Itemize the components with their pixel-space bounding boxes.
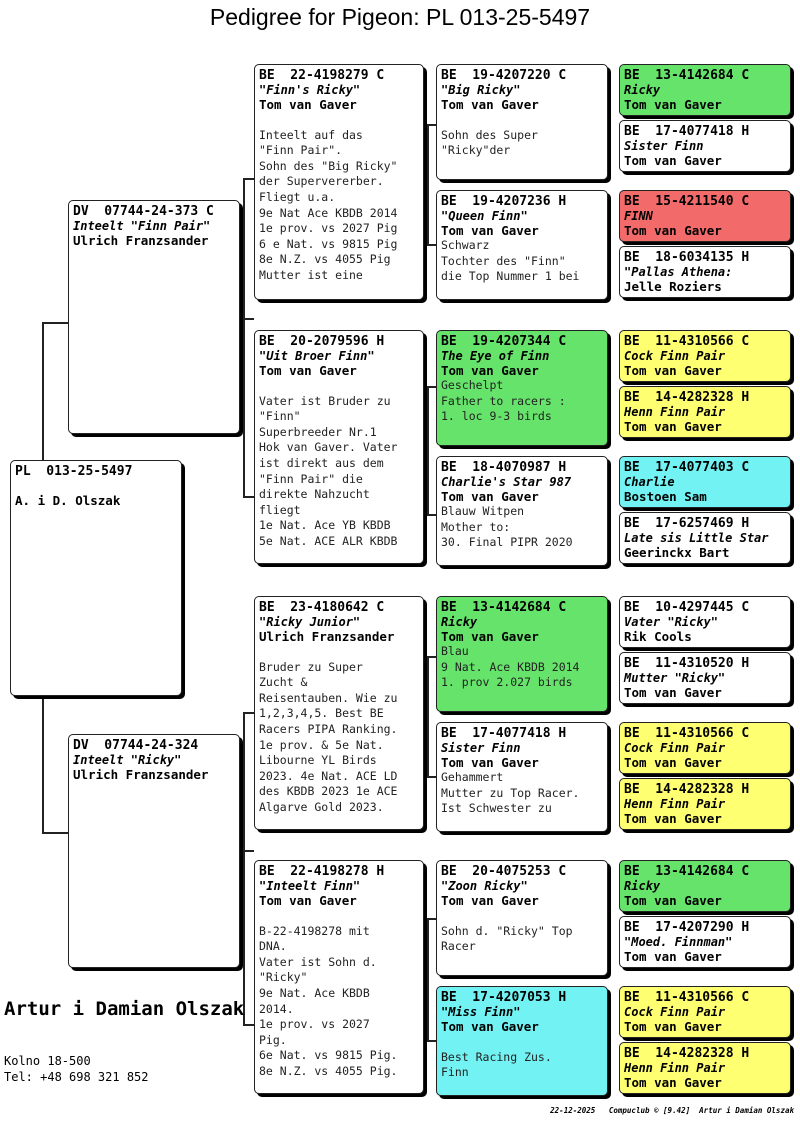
pigeon-owner: Tom van Gaver — [624, 755, 722, 770]
ring-number: BE 19-4207236 H — [441, 194, 567, 209]
pigeon-card-gen4[interactable] — [619, 860, 791, 912]
pigeon-name: "Zoon Ricky" — [441, 879, 528, 893]
ring-number: BE 13-4142684 C — [624, 68, 750, 83]
pigeon-notes: Best Racing Zus. Finn — [441, 1049, 552, 1080]
pigeon-owner: Tom van Gaver — [624, 223, 722, 238]
connector-line — [427, 776, 436, 778]
ring-number: BE 22-4198278 H — [259, 864, 385, 879]
pigeon-card-gen3[interactable] — [436, 330, 608, 446]
pigeon-owner: A. i D. Olszak — [15, 493, 121, 508]
breeder-name: Artur i Damian Olszak — [4, 998, 245, 1020]
pigeon-card-gen3[interactable] — [436, 456, 608, 566]
connector-line — [243, 178, 254, 180]
connector-line — [243, 496, 254, 498]
connector-line — [427, 514, 436, 516]
pigeon-name: Vater "Ricky" — [624, 615, 718, 629]
ring-number: BE 17-6257469 H — [624, 516, 750, 531]
pigeon-owner: Tom van Gaver — [624, 153, 722, 168]
pigeon-notes: Gehammert Mutter zu Top Racer. Ist Schwester zu — [441, 770, 580, 816]
ring-number: BE 14-4282328 H — [624, 1046, 750, 1061]
ring-number: BE 11-4310566 C — [624, 990, 750, 1005]
pigeon-card-gen4[interactable] — [619, 456, 791, 508]
pigeon-name: Henn Finn Pair — [624, 1061, 726, 1075]
pigeon-card-gen2[interactable] — [254, 330, 424, 564]
pigeon-card-gen3[interactable] — [436, 986, 608, 1096]
pigeon-owner: Rik Cools — [624, 629, 692, 644]
pigeon-name: "Pallas Athena: — [624, 265, 733, 279]
pigeon-notes: Sohn des Super "Ricky"der — [441, 127, 538, 158]
pigeon-name: Inteelt "Ricky" — [73, 753, 182, 767]
pigeon-card-gen4[interactable] — [619, 596, 791, 648]
pigeon-name: "Queen Finn" — [441, 209, 528, 223]
pigeon-name: Ricky — [441, 615, 478, 629]
ring-number: DV 07744-24-373 C — [73, 204, 214, 219]
pigeon-owner: Tom van Gaver — [624, 419, 722, 434]
ring-number: BE 13-4142684 C — [624, 864, 750, 879]
connector-line — [427, 656, 436, 658]
ring-number: BE 18-4070987 H — [441, 460, 567, 475]
ring-number: BE 17-4077403 C — [624, 460, 750, 475]
pigeon-name: Mutter "Ricky" — [624, 671, 726, 685]
connector-line — [243, 1024, 254, 1026]
pigeon-card-gen4[interactable] — [619, 190, 791, 242]
pigeon-name: Henn Finn Pair — [624, 405, 726, 419]
ring-number: BE 14-4282328 H — [624, 390, 750, 405]
ring-number: BE 19-4207220 C — [441, 68, 567, 83]
connector-line — [427, 386, 429, 514]
connector-line — [42, 698, 44, 832]
connector-line — [243, 318, 254, 320]
pigeon-card-subject[interactable] — [10, 460, 182, 696]
pigeon-name: Henn Finn Pair — [624, 797, 726, 811]
pigeon-name: "Finn's Ricky" — [259, 83, 361, 97]
pigeon-notes: Sohn d. "Ricky" Top Racer — [441, 923, 573, 954]
pigeon-owner: Tom van Gaver — [624, 1019, 722, 1034]
pigeon-notes: Bruder zu Super Zucht & Reisentauben. Wie zu 1,2,3,4,5. Best BE Racers PIPA Ranking. 1e prov. & 5e Nat. Libourne YL Birds 2023. 4e Nat. ACE LD des KBDB 2023 1e ACE Algarve Gold 2023. — [259, 659, 398, 814]
breeder-contact — [4, 1054, 149, 1085]
pigeon-owner: Tom van Gaver — [441, 489, 539, 504]
connector-line — [243, 178, 245, 496]
pigeon-notes: Vater ist Bruder zu "Finn" Superbreeder Nr.1 Hok van Gaver. Vater ist direkt aus dem "Finn Pair" die direkte Nahzucht fliegt 1e Nat. Ace YB KBDB 5e Nat. ACE ALR KBDB — [259, 393, 398, 548]
pigeon-name: "Inteelt Finn" — [259, 879, 361, 893]
pigeon-owner: Ulrich Franzsander — [73, 233, 209, 248]
pigeon-owner: Tom van Gaver — [259, 893, 357, 908]
ring-number: BE 11-4310566 C — [624, 334, 750, 349]
pigeon-name: "Moed. Finnman" — [624, 935, 733, 949]
pigeon-name — [15, 479, 177, 493]
pigeon-owner: Bostoen Sam — [624, 489, 707, 504]
pigeon-owner: Tom van Gaver — [441, 629, 539, 644]
pigeon-card-gen4[interactable] — [619, 386, 791, 438]
breeder-address: Kolno 18-500 — [4, 1054, 91, 1068]
pigeon-owner: Tom van Gaver — [624, 97, 722, 112]
ring-number: BE 19-4207344 C — [441, 334, 567, 349]
pigeon-card-gen4[interactable] — [619, 512, 791, 564]
pigeon-owner: Tom van Gaver — [441, 893, 539, 908]
pigeon-card-gen4[interactable] — [619, 1042, 791, 1094]
pigeon-name: Ricky — [624, 83, 661, 97]
ring-number: BE 20-2079596 H — [259, 334, 385, 349]
pigeon-notes: Blauw Witpen Mother to: 30. Final PIPR 2020 — [441, 504, 573, 550]
ring-number: BE 22-4198279 C — [259, 68, 385, 83]
connector-line — [243, 850, 254, 852]
pigeon-card-gen4[interactable] — [619, 330, 791, 382]
pigeon-owner: Tom van Gaver — [624, 363, 722, 378]
pigeon-name: Ricky — [624, 879, 661, 893]
pigeon-card-gen4[interactable] — [619, 64, 791, 116]
pigeon-card-gen4[interactable] — [619, 986, 791, 1038]
pigeon-notes: Schwarz Tochter des "Finn" die Top Nummer 1 bei — [441, 238, 580, 284]
connector-line — [427, 124, 436, 126]
footer-credits: 22-12-2025 Compuclub © [9.42] Artur i Damian Olszak — [550, 1106, 794, 1115]
pigeon-name: Cock Finn Pair — [624, 741, 726, 755]
connector-line — [243, 712, 254, 714]
pigeon-owner: Tom van Gaver — [441, 223, 539, 238]
pigeon-owner: Tom van Gaver — [624, 811, 722, 826]
pigeon-card-dam[interactable] — [68, 734, 240, 968]
breeder-phone: Tel: +48 698 321 852 — [4, 1069, 149, 1084]
pigeon-name: "Big Ricky" — [441, 83, 521, 97]
ring-number: BE 23-4180642 C — [259, 600, 385, 615]
pigeon-card-gen4[interactable] — [619, 652, 791, 704]
pigeon-owner: Geerinckx Bart — [624, 545, 730, 560]
connector-line — [427, 656, 429, 776]
pigeon-notes: Inteelt auf das "Finn Pair". Sohn des "Big Ricky" der Supervererber. Fliegt u.a. 9e Nat Ace KBDB 2014 1e prov. vs 2027 Pig 6 e Nat. vs 9815 Pig 8e N.Z. vs 4055 Pig Mutter ist eine — [259, 127, 398, 282]
ring-number: BE 11-4310566 C — [624, 726, 750, 741]
connector-line — [42, 832, 70, 834]
pigeon-card-gen4[interactable] — [619, 246, 791, 298]
pigeon-name: Late sis Little Star — [624, 531, 769, 545]
ring-number: BE 20-4075253 C — [441, 864, 567, 879]
pigeon-card-gen2[interactable] — [254, 64, 424, 300]
ring-number: BE 15-4211540 C — [624, 194, 750, 209]
pigeon-owner: Tom van Gaver — [259, 97, 357, 112]
connector-line — [427, 386, 436, 388]
connector-line — [427, 244, 436, 246]
ring-number: DV 07744-24-324 — [73, 738, 199, 753]
ring-number: BE 17-4077418 H — [441, 726, 567, 741]
connector-line — [427, 918, 429, 1040]
pigeon-card-gen3[interactable] — [436, 722, 608, 832]
pigeon-name: Sister Finn — [441, 741, 521, 755]
pigeon-owner: Tom van Gaver — [624, 1075, 722, 1090]
pigeon-notes: Geschelpt Father to racers : 1. loc 9-3 birds — [441, 378, 566, 424]
pigeon-owner: Tom van Gaver — [624, 685, 722, 700]
pigeon-name: Cock Finn Pair — [624, 1005, 726, 1019]
pigeon-card-gen3[interactable] — [436, 64, 608, 180]
pigeon-owner: Tom van Gaver — [441, 97, 539, 112]
pigeon-name: FINN — [624, 209, 653, 223]
pigeon-notes: Blau 9 Nat. Ace KBDB 2014 1. prov 2.027 birds — [441, 644, 580, 690]
ring-number: BE 17-4077418 H — [624, 124, 750, 139]
pigeon-owner: Tom van Gaver — [624, 949, 722, 964]
connector-line — [427, 918, 436, 920]
pigeon-name: "Uit Broer Finn" — [259, 349, 375, 363]
pigeon-owner: Tom van Gaver — [441, 363, 539, 378]
ring-number: BE 10-4297445 C — [624, 600, 750, 615]
ring-number: PL 013-25-5497 — [15, 464, 133, 479]
pigeon-owner: Tom van Gaver — [259, 363, 357, 378]
connector-line — [42, 322, 70, 324]
pigeon-name: "Miss Finn" — [441, 1005, 521, 1019]
ring-number: BE 14-4282328 H — [624, 782, 750, 797]
page-title: Pedigree for Pigeon: PL 013-25-5497 — [209, 4, 591, 30]
ring-number: BE 18-6034135 H — [624, 250, 750, 265]
pigeon-name: Sister Finn — [624, 139, 704, 153]
pigeon-notes: B-22-4198278 mit DNA. Vater ist Sohn d. "Ricky" 9e Nat. Ace KBDB 2014. 1e prov. vs 2027 Pig. 6e Nat. vs 9815 Pig. 8e N.Z. vs 4055 Pig. — [259, 923, 398, 1078]
connector-line — [42, 322, 44, 462]
ring-number: BE 11-4310520 H — [624, 656, 750, 671]
pigeon-card-gen4[interactable] — [619, 120, 791, 172]
ring-number: BE 13-4142684 C — [441, 600, 567, 615]
pigeon-card-gen4[interactable] — [619, 916, 791, 968]
pigeon-card-gen2[interactable] — [254, 860, 424, 1094]
pigeon-owner: Ulrich Franzsander — [73, 767, 209, 782]
pigeon-card-gen2[interactable] — [254, 596, 424, 830]
pigeon-name: Charlie — [624, 475, 675, 489]
pigeon-owner: Jelle Roziers — [624, 279, 722, 294]
pigeon-name: The Eye of Finn — [441, 349, 550, 363]
ring-number: BE 17-4207290 H — [624, 920, 750, 935]
pigeon-card-gen3[interactable] — [436, 190, 608, 300]
pigeon-name: "Ricky Junior" — [259, 615, 361, 629]
connector-line — [427, 124, 429, 244]
pigeon-card-sire[interactable] — [68, 200, 240, 434]
connector-line — [427, 1040, 436, 1042]
ring-number: BE 17-4207053 H — [441, 990, 567, 1005]
pigeon-card-gen3[interactable] — [436, 860, 608, 976]
pigeon-owner: Tom van Gaver — [624, 893, 722, 908]
pigeon-name: Cock Finn Pair — [624, 349, 726, 363]
pigeon-card-gen3[interactable] — [436, 596, 608, 712]
pigeon-card-gen4[interactable] — [619, 778, 791, 830]
pigeon-owner: Ulrich Franzsander — [259, 629, 395, 644]
pigeon-name: Charlie's Star 987 — [441, 475, 572, 489]
connector-line — [243, 712, 245, 1024]
pigeon-name: Inteelt "Finn Pair" — [73, 219, 211, 233]
pigeon-card-gen4[interactable] — [619, 722, 791, 774]
pigeon-owner: Tom van Gaver — [441, 1019, 539, 1034]
pigeon-owner: Tom van Gaver — [441, 755, 539, 770]
